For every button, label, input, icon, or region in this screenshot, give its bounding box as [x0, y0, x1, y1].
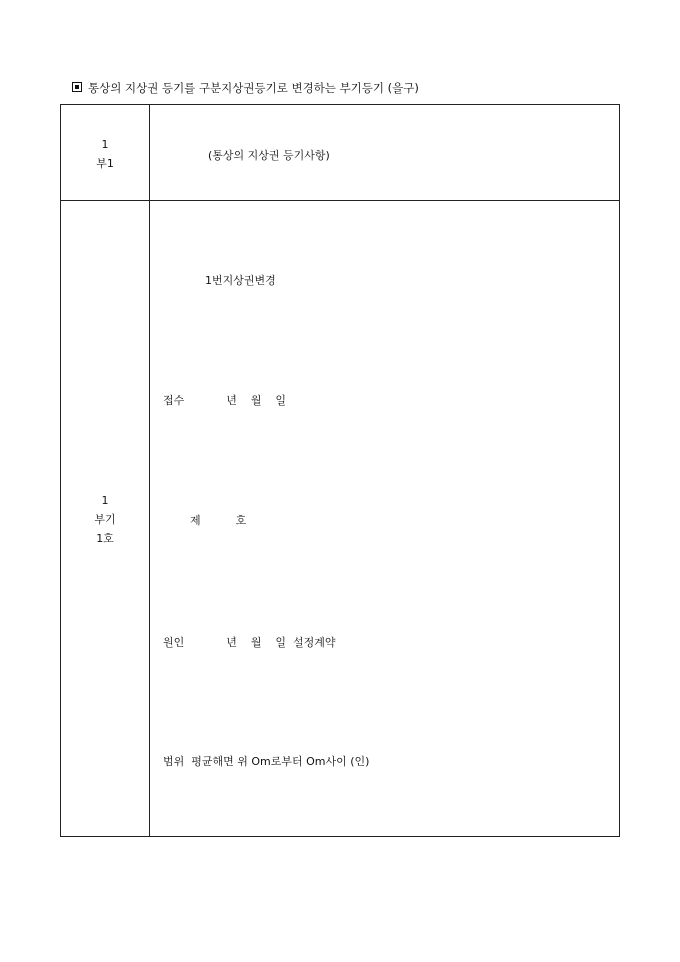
title-text: 통상의 지상권 등기를 구분지상권등기로 변경하는 부기등기 (을구)	[88, 81, 419, 95]
receipt-number: 제 호	[190, 514, 247, 527]
scope-text: 범위 평균해면 위 Om로부터 Om사이 (인)	[163, 755, 370, 768]
row2-rank-sub: 1호	[96, 532, 114, 545]
row1-rank-label: 부1	[96, 157, 114, 170]
receipt-date: 접수 년 월 일	[163, 394, 287, 407]
row1-rank-number: 1	[101, 138, 109, 151]
square-bullet-icon	[72, 82, 82, 92]
registry-table	[60, 104, 620, 837]
row1-content: (통상의 지상권 등기사항)	[208, 149, 330, 162]
row-divider	[61, 200, 619, 201]
registration-cause: 원인 년 월 일 설정계약	[163, 636, 336, 649]
row2-rank-label: 부기	[94, 513, 116, 526]
row2-rank-cell	[61, 491, 149, 548]
row1-rank-cell	[61, 135, 149, 173]
column-divider	[149, 105, 150, 836]
document-title	[72, 80, 419, 96]
purpose-text: 1번지상권변경	[205, 274, 276, 287]
row2-rank-number: 1	[101, 494, 109, 507]
